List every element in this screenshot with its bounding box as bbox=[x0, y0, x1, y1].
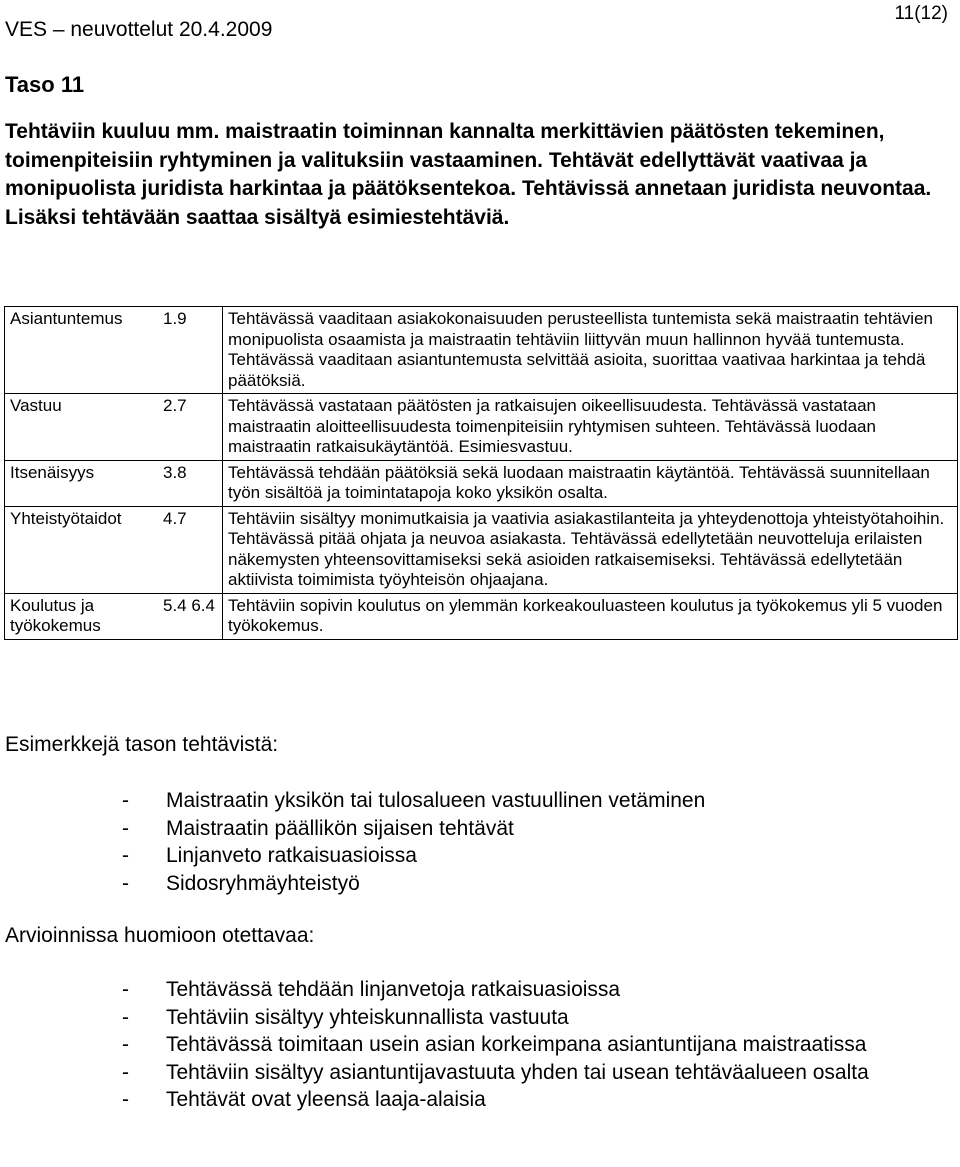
list-item: - Maistraatin yksikön tai tulosalueen vastuullinen vetäminen bbox=[122, 787, 882, 815]
evaluation-list bbox=[122, 976, 882, 1114]
list-item: - Linjanveto ratkaisuasioissa bbox=[122, 842, 882, 870]
criterion-score: 4.7 bbox=[158, 506, 223, 593]
criterion-name: Asiantuntemus bbox=[5, 307, 159, 394]
examples-heading: Esimerkkejä tason tehtävistä: bbox=[5, 733, 279, 756]
criteria-row bbox=[5, 394, 958, 461]
level-description: Tehtäviin kuuluu mm. maistraatin toiminnan kannalta merkittävien päätösten tekeminen, toimenpiteisiin ryhtyminen ja valituksiin vastaaminen. Tehtävät edellyttävät vaativaa ja monipuolista juridista harkintaa ja päätöksentekoa. Tehtävissä annetaan juridista neuvontaa. Lisäksi tehtävään saattaa sisältyä esimiestehtäviä. bbox=[5, 120, 932, 229]
page-number: 11(12) bbox=[894, 3, 948, 24]
criterion-description: Tehtävässä vastataan päätösten ja ratkaisujen oikeellisuudesta. Tehtävässä vastataan maistraatin aloitteellisuudesta toimenpiteisiin ryhtymisen suhteen. Tehtävässä luodaan maistraatin ratkaisukäytäntöä. Esimiesvastuu. bbox=[223, 394, 958, 461]
criterion-name: Yhteistyötaidot bbox=[5, 506, 159, 593]
evaluation-heading: Arvioinnissa huomioon otettavaa: bbox=[5, 924, 315, 947]
criterion-score: 1.9 bbox=[158, 307, 223, 394]
examples-list bbox=[122, 787, 882, 897]
criterion-description: Tehtäviin sopivin koulutus on ylemmän korkeakouluasteen koulutus ja työkokemus yli 5 vuoden työkokemus. bbox=[223, 593, 958, 639]
criterion-description: Tehtävässä vaaditaan asiakokonaisuuden perusteellista tuntemista sekä maistraatin tehtävien monipuolista osaamista ja maistraatin tehtäviin liittyvän muun hallinnon hyvää tuntemusta. Tehtävässä vaaditaan asiantuntemusta selvittää asioita, suorittaa vaativaa harkintaa ja tehdä päätöksiä. bbox=[223, 307, 958, 394]
criterion-name: Koulutus ja työkokemus bbox=[5, 593, 159, 639]
criterion-description: Tehtävässä tehdään päätöksiä sekä luodaan maistraatin käytäntöä. Tehtävässä suunnitellaan työn sisältöä ja toimintatapoja koko yksikön osalta. bbox=[223, 460, 958, 506]
list-item: - Sidosryhmäyhteistyö bbox=[122, 870, 882, 898]
criteria-row bbox=[5, 506, 958, 593]
list-item: - Tehtävät ovat yleensä laaja-alaisia bbox=[122, 1086, 882, 1114]
list-item: - Tehtäviin sisältyy yhteiskunnallista vastuuta bbox=[122, 1004, 882, 1032]
criterion-score: 5.4 6.4 bbox=[158, 593, 223, 639]
criterion-score: 3.8 bbox=[158, 460, 223, 506]
document-header-title: VES – neuvottelut 20.4.2009 bbox=[5, 18, 273, 41]
level-heading: Taso 11 bbox=[5, 72, 85, 97]
list-item: - Tehtäviin sisältyy asiantuntijavastuuta yhden tai usean tehtäväalueen osalta bbox=[122, 1059, 882, 1087]
criteria-table bbox=[4, 306, 958, 640]
criterion-name: Itsenäisyys bbox=[5, 460, 159, 506]
list-item: - Maistraatin päällikön sijaisen tehtävät bbox=[122, 815, 882, 843]
list-item: - Tehtävässä toimitaan usein asian korkeimpana asiantuntijana maistraatissa bbox=[122, 1031, 882, 1059]
criterion-score: 2.7 bbox=[158, 394, 223, 461]
criterion-description: Tehtäviin sisältyy monimutkaisia ja vaativia asiakastilanteita ja yhteydenottoja yhteistyötahoihin. Tehtävässä pitää ohjata ja neuvoa asiakasta. Tehtävässä edellytetään neuvotteluja erilaisten näkemysten yhteensovittamiseksi sekä asioiden ratkaisemiseksi. Tehtävässä edellytetään aktiivista toimimista työyhteisön ohjaajana. bbox=[223, 506, 958, 593]
criterion-name: Vastuu bbox=[5, 394, 159, 461]
criteria-row bbox=[5, 307, 958, 394]
list-item: - Tehtävässä tehdään linjanvetoja ratkaisuasioissa bbox=[122, 976, 882, 1004]
criteria-row bbox=[5, 593, 958, 639]
criteria-row bbox=[5, 460, 958, 506]
